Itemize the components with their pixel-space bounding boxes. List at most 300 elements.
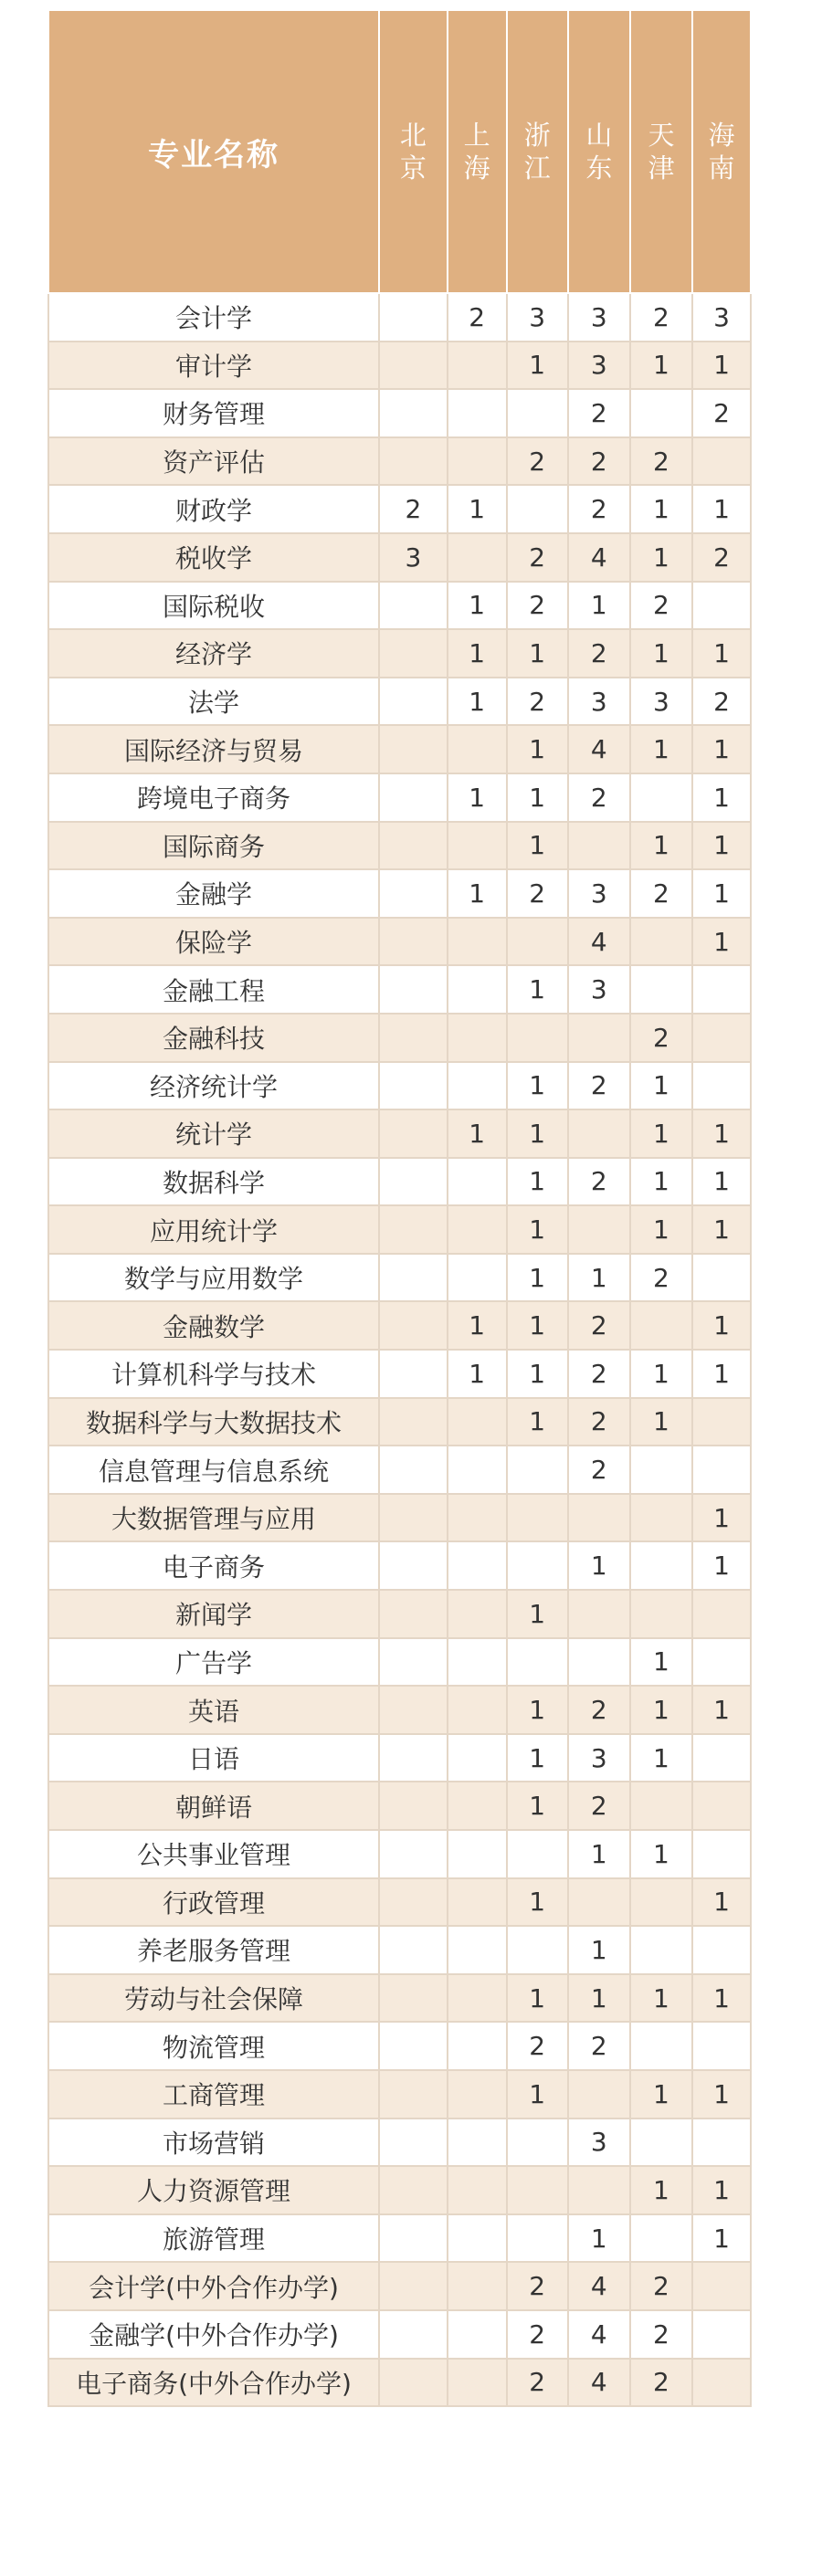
province-header bbox=[568, 10, 630, 293]
count-cell bbox=[692, 1398, 751, 1446]
table-row bbox=[48, 2214, 751, 2263]
major-name-cell: 数据科学与大数据技术 bbox=[48, 1398, 379, 1446]
count-cell: 2 bbox=[630, 582, 692, 630]
count-cell bbox=[379, 389, 448, 437]
count-cell: 1 bbox=[568, 582, 630, 630]
major-name-cell: 计算机科学与技术 bbox=[48, 1350, 379, 1398]
count-cell bbox=[568, 1878, 630, 1927]
count-cell: 2 bbox=[692, 533, 751, 582]
count-cell: 1 bbox=[507, 1974, 568, 2023]
major-name-cell: 物流管理 bbox=[48, 2022, 379, 2070]
table-row bbox=[48, 2070, 751, 2119]
count-cell: 3 bbox=[692, 293, 751, 342]
major-name-cell: 国际商务 bbox=[48, 822, 379, 870]
count-cell bbox=[379, 1638, 448, 1687]
table-row bbox=[48, 533, 751, 582]
count-cell bbox=[568, 822, 630, 870]
count-cell bbox=[379, 582, 448, 630]
major-name-cell: 数据科学 bbox=[48, 1158, 379, 1206]
table-row bbox=[48, 1638, 751, 1687]
count-cell bbox=[692, 2359, 751, 2407]
count-cell: 1 bbox=[692, 1541, 751, 1590]
count-cell bbox=[692, 1734, 751, 1782]
count-cell: 3 bbox=[568, 2119, 630, 2167]
count-cell: 2 bbox=[379, 485, 448, 533]
count-cell bbox=[692, 1782, 751, 1830]
count-cell: 2 bbox=[507, 2310, 568, 2359]
major-name-cell: 行政管理 bbox=[48, 1878, 379, 1927]
count-cell: 3 bbox=[568, 293, 630, 342]
count-cell: 1 bbox=[568, 1830, 630, 1878]
count-cell: 1 bbox=[507, 1205, 568, 1254]
count-cell: 1 bbox=[692, 1158, 751, 1206]
count-cell bbox=[448, 1974, 507, 2023]
count-cell bbox=[692, 1254, 751, 1302]
count-cell: 2 bbox=[568, 1686, 630, 1734]
count-cell: 4 bbox=[568, 725, 630, 773]
count-cell: 1 bbox=[507, 1301, 568, 1350]
count-cell: 2 bbox=[630, 437, 692, 486]
count-cell: 2 bbox=[507, 533, 568, 582]
count-cell bbox=[568, 1590, 630, 1638]
table-row bbox=[48, 1686, 751, 1734]
count-cell bbox=[507, 1541, 568, 1590]
table-row bbox=[48, 822, 751, 870]
count-cell: 1 bbox=[630, 2070, 692, 2119]
count-cell bbox=[379, 1686, 448, 1734]
count-cell bbox=[448, 2119, 507, 2167]
major-name-cell: 经济学 bbox=[48, 629, 379, 678]
major-name-cell: 税收学 bbox=[48, 533, 379, 582]
count-cell: 1 bbox=[568, 1254, 630, 1302]
table-row bbox=[48, 2119, 751, 2167]
count-cell: 1 bbox=[568, 1974, 630, 2023]
count-cell: 1 bbox=[630, 822, 692, 870]
province-header bbox=[692, 10, 751, 293]
count-cell bbox=[692, 1590, 751, 1638]
count-cell bbox=[379, 293, 448, 342]
province-header bbox=[448, 10, 507, 293]
major-name-header: 专业名称 bbox=[48, 10, 379, 293]
count-cell: 1 bbox=[692, 725, 751, 773]
table-row bbox=[48, 1205, 751, 1254]
count-cell: 1 bbox=[448, 678, 507, 726]
table-row bbox=[48, 965, 751, 1014]
count-cell: 1 bbox=[448, 582, 507, 630]
count-cell: 2 bbox=[568, 1062, 630, 1110]
count-cell bbox=[630, 1446, 692, 1494]
count-cell: 1 bbox=[507, 1062, 568, 1110]
table-row bbox=[48, 1398, 751, 1446]
count-cell: 1 bbox=[692, 1974, 751, 2023]
count-cell: 1 bbox=[630, 342, 692, 390]
count-cell bbox=[630, 773, 692, 822]
table-row bbox=[48, 1878, 751, 1927]
count-cell bbox=[379, 1541, 448, 1590]
count-cell: 1 bbox=[692, 1109, 751, 1158]
province-header bbox=[630, 10, 692, 293]
count-cell bbox=[448, 1878, 507, 1927]
major-name-cell: 统计学 bbox=[48, 1109, 379, 1158]
count-cell: 1 bbox=[692, 342, 751, 390]
count-cell: 4 bbox=[568, 2359, 630, 2407]
count-cell: 2 bbox=[568, 773, 630, 822]
count-cell bbox=[507, 2166, 568, 2214]
table-row bbox=[48, 2022, 751, 2070]
count-cell bbox=[568, 1014, 630, 1062]
table-row bbox=[48, 2166, 751, 2214]
count-cell bbox=[379, 918, 448, 966]
count-cell bbox=[568, 1638, 630, 1687]
major-name-cell: 金融学(中外合作办学) bbox=[48, 2310, 379, 2359]
count-cell: 1 bbox=[507, 1686, 568, 1734]
table-row bbox=[48, 1782, 751, 1830]
table-row bbox=[48, 1158, 751, 1206]
count-cell bbox=[507, 918, 568, 966]
table-row bbox=[48, 725, 751, 773]
count-cell: 2 bbox=[692, 678, 751, 726]
count-cell bbox=[379, 2119, 448, 2167]
count-cell bbox=[692, 1062, 751, 1110]
count-cell bbox=[379, 2214, 448, 2263]
count-cell: 1 bbox=[448, 1109, 507, 1158]
count-cell bbox=[448, 1158, 507, 1206]
table-row bbox=[48, 629, 751, 678]
count-cell bbox=[379, 1158, 448, 1206]
count-cell bbox=[630, 965, 692, 1014]
count-cell bbox=[379, 1782, 448, 1830]
major-name-cell: 跨境电子商务 bbox=[48, 773, 379, 822]
count-cell bbox=[448, 918, 507, 966]
count-cell: 1 bbox=[692, 1494, 751, 1542]
count-cell: 1 bbox=[568, 1926, 630, 1974]
count-cell bbox=[448, 2310, 507, 2359]
province-header-label: 上海 bbox=[463, 120, 490, 184]
major-name-cell: 会计学(中外合作办学) bbox=[48, 2262, 379, 2310]
count-cell: 2 bbox=[568, 1782, 630, 1830]
major-name-cell: 公共事业管理 bbox=[48, 1830, 379, 1878]
count-cell: 2 bbox=[630, 2262, 692, 2310]
count-cell: 3 bbox=[568, 678, 630, 726]
count-cell bbox=[507, 2214, 568, 2263]
count-cell bbox=[692, 2022, 751, 2070]
count-cell: 4 bbox=[568, 918, 630, 966]
count-cell: 1 bbox=[507, 1254, 568, 1302]
count-cell: 1 bbox=[630, 2166, 692, 2214]
count-cell bbox=[379, 773, 448, 822]
count-cell: 2 bbox=[568, 1158, 630, 1206]
count-cell bbox=[630, 1541, 692, 1590]
count-cell: 2 bbox=[507, 678, 568, 726]
count-cell bbox=[692, 2119, 751, 2167]
count-cell bbox=[692, 437, 751, 486]
table-row bbox=[48, 1734, 751, 1782]
count-cell bbox=[507, 389, 568, 437]
count-cell: 1 bbox=[507, 1158, 568, 1206]
count-cell: 1 bbox=[692, 485, 751, 533]
count-cell bbox=[630, 1494, 692, 1542]
count-cell: 2 bbox=[568, 1446, 630, 1494]
count-cell: 2 bbox=[630, 2359, 692, 2407]
count-cell bbox=[630, 1926, 692, 1974]
major-name-cell: 朝鲜语 bbox=[48, 1782, 379, 1830]
count-cell bbox=[379, 1014, 448, 1062]
count-cell bbox=[448, 1205, 507, 1254]
count-cell bbox=[379, 2070, 448, 2119]
count-cell bbox=[630, 1301, 692, 1350]
count-cell bbox=[448, 533, 507, 582]
table-row bbox=[48, 1062, 751, 1110]
count-cell bbox=[448, 1590, 507, 1638]
count-cell bbox=[630, 1782, 692, 1830]
count-cell: 2 bbox=[568, 629, 630, 678]
count-cell: 1 bbox=[630, 533, 692, 582]
count-cell bbox=[379, 1109, 448, 1158]
count-cell: 2 bbox=[568, 437, 630, 486]
province-header bbox=[507, 10, 568, 293]
count-cell bbox=[379, 2166, 448, 2214]
count-cell: 1 bbox=[630, 629, 692, 678]
count-cell: 1 bbox=[507, 1109, 568, 1158]
province-header-label: 山东 bbox=[585, 120, 613, 184]
count-cell bbox=[379, 2262, 448, 2310]
count-cell bbox=[692, 965, 751, 1014]
table-row bbox=[48, 1494, 751, 1542]
count-cell bbox=[379, 1446, 448, 1494]
major-name-cell: 保险学 bbox=[48, 918, 379, 966]
count-cell: 4 bbox=[568, 2262, 630, 2310]
major-name-cell: 国际经济与贸易 bbox=[48, 725, 379, 773]
major-name-cell: 应用统计学 bbox=[48, 1205, 379, 1254]
count-cell bbox=[379, 725, 448, 773]
count-cell: 1 bbox=[448, 485, 507, 533]
major-name-cell: 金融数学 bbox=[48, 1301, 379, 1350]
count-cell bbox=[630, 918, 692, 966]
count-cell bbox=[448, 1398, 507, 1446]
table-row bbox=[48, 1974, 751, 2023]
count-cell bbox=[448, 2262, 507, 2310]
count-cell: 2 bbox=[448, 293, 507, 342]
count-cell: 2 bbox=[630, 869, 692, 918]
count-cell bbox=[692, 582, 751, 630]
major-name-cell: 法学 bbox=[48, 678, 379, 726]
count-cell: 2 bbox=[507, 437, 568, 486]
count-cell bbox=[692, 1926, 751, 1974]
major-name-cell: 市场营销 bbox=[48, 2119, 379, 2167]
count-cell: 1 bbox=[692, 1686, 751, 1734]
table-row bbox=[48, 773, 751, 822]
count-cell: 2 bbox=[630, 293, 692, 342]
count-cell: 1 bbox=[507, 342, 568, 390]
major-name-cell: 国际税收 bbox=[48, 582, 379, 630]
count-cell: 1 bbox=[630, 1109, 692, 1158]
count-cell bbox=[507, 1926, 568, 1974]
province-header-label: 天津 bbox=[648, 120, 675, 184]
count-cell bbox=[448, 1734, 507, 1782]
count-cell bbox=[630, 2022, 692, 2070]
major-name-cell: 英语 bbox=[48, 1686, 379, 1734]
count-cell bbox=[630, 1590, 692, 1638]
count-cell: 1 bbox=[692, 1878, 751, 1927]
count-cell bbox=[448, 1254, 507, 1302]
count-cell bbox=[379, 1301, 448, 1350]
count-cell bbox=[630, 1878, 692, 1927]
major-name-cell: 广告学 bbox=[48, 1638, 379, 1687]
count-cell: 2 bbox=[630, 1014, 692, 1062]
count-cell bbox=[379, 1062, 448, 1110]
count-cell bbox=[379, 1830, 448, 1878]
count-cell bbox=[568, 1494, 630, 1542]
count-cell bbox=[448, 1686, 507, 1734]
count-cell bbox=[448, 1782, 507, 1830]
count-cell: 1 bbox=[630, 1205, 692, 1254]
major-name-cell: 审计学 bbox=[48, 342, 379, 390]
count-cell: 2 bbox=[630, 1254, 692, 1302]
count-cell: 2 bbox=[507, 2262, 568, 2310]
count-cell bbox=[692, 1014, 751, 1062]
table-row bbox=[48, 869, 751, 918]
count-cell bbox=[448, 2166, 507, 2214]
count-cell bbox=[448, 2214, 507, 2263]
count-cell bbox=[692, 1446, 751, 1494]
count-cell bbox=[448, 1830, 507, 1878]
count-cell: 2 bbox=[507, 2359, 568, 2407]
table-row bbox=[48, 1301, 751, 1350]
count-cell bbox=[379, 1734, 448, 1782]
major-name-cell: 电子商务 bbox=[48, 1541, 379, 1590]
count-cell: 2 bbox=[507, 869, 568, 918]
count-cell: 1 bbox=[692, 869, 751, 918]
major-name-cell: 旅游管理 bbox=[48, 2214, 379, 2263]
count-cell: 1 bbox=[448, 869, 507, 918]
major-name-cell: 财政学 bbox=[48, 485, 379, 533]
table-row bbox=[48, 1014, 751, 1062]
count-cell bbox=[448, 1638, 507, 1687]
count-cell bbox=[379, 1926, 448, 1974]
count-cell bbox=[379, 2310, 448, 2359]
count-cell bbox=[448, 2359, 507, 2407]
count-cell: 1 bbox=[507, 2070, 568, 2119]
table-row bbox=[48, 582, 751, 630]
count-cell: 1 bbox=[507, 1590, 568, 1638]
count-cell bbox=[568, 2070, 630, 2119]
table-row bbox=[48, 2262, 751, 2310]
table-row bbox=[48, 1590, 751, 1638]
count-cell bbox=[448, 822, 507, 870]
count-cell: 2 bbox=[568, 485, 630, 533]
count-cell bbox=[379, 1254, 448, 1302]
table-row bbox=[48, 485, 751, 533]
count-cell bbox=[448, 2070, 507, 2119]
count-cell: 2 bbox=[507, 582, 568, 630]
table-row bbox=[48, 678, 751, 726]
count-cell: 2 bbox=[568, 1350, 630, 1398]
table-row bbox=[48, 2310, 751, 2359]
major-name-cell: 数学与应用数学 bbox=[48, 1254, 379, 1302]
major-name-cell: 财务管理 bbox=[48, 389, 379, 437]
major-name-cell: 信息管理与信息系统 bbox=[48, 1446, 379, 1494]
header-row bbox=[48, 10, 751, 293]
major-name-cell: 劳动与社会保障 bbox=[48, 1974, 379, 2023]
table-row bbox=[48, 1926, 751, 1974]
count-cell: 1 bbox=[507, 725, 568, 773]
major-name-cell: 金融学 bbox=[48, 869, 379, 918]
count-cell bbox=[379, 2022, 448, 2070]
count-cell: 1 bbox=[692, 773, 751, 822]
count-cell: 1 bbox=[692, 918, 751, 966]
table-row bbox=[48, 342, 751, 390]
count-cell bbox=[507, 485, 568, 533]
count-cell bbox=[448, 965, 507, 1014]
count-cell: 3 bbox=[568, 342, 630, 390]
count-cell bbox=[448, 389, 507, 437]
count-cell bbox=[448, 1494, 507, 1542]
table-header bbox=[48, 10, 751, 293]
count-cell: 2 bbox=[507, 2022, 568, 2070]
count-cell bbox=[568, 1109, 630, 1158]
table-row bbox=[48, 1109, 751, 1158]
count-cell: 1 bbox=[692, 822, 751, 870]
count-cell: 2 bbox=[630, 2310, 692, 2359]
count-cell: 1 bbox=[692, 2214, 751, 2263]
count-cell bbox=[379, 2359, 448, 2407]
count-cell bbox=[379, 1398, 448, 1446]
count-cell: 4 bbox=[568, 533, 630, 582]
count-cell: 2 bbox=[568, 389, 630, 437]
count-cell bbox=[379, 1590, 448, 1638]
count-cell bbox=[379, 869, 448, 918]
table-row bbox=[48, 293, 751, 342]
count-cell bbox=[630, 389, 692, 437]
count-cell bbox=[630, 2119, 692, 2167]
count-cell bbox=[448, 725, 507, 773]
count-cell: 3 bbox=[568, 965, 630, 1014]
province-header-label: 北京 bbox=[399, 120, 427, 184]
count-cell bbox=[448, 1062, 507, 1110]
count-cell: 1 bbox=[692, 1350, 751, 1398]
count-cell: 1 bbox=[507, 1782, 568, 1830]
count-cell: 1 bbox=[630, 1686, 692, 1734]
count-cell: 1 bbox=[630, 1638, 692, 1687]
count-cell bbox=[692, 1638, 751, 1687]
count-cell: 1 bbox=[507, 1734, 568, 1782]
major-name-cell: 电子商务(中外合作办学) bbox=[48, 2359, 379, 2407]
count-cell: 3 bbox=[568, 869, 630, 918]
major-name-cell: 养老服务管理 bbox=[48, 1926, 379, 1974]
province-header bbox=[379, 10, 448, 293]
count-cell: 1 bbox=[692, 1205, 751, 1254]
count-cell: 1 bbox=[630, 485, 692, 533]
province-header-label: 海南 bbox=[708, 120, 735, 184]
count-cell bbox=[379, 437, 448, 486]
count-cell: 1 bbox=[630, 1734, 692, 1782]
count-cell: 3 bbox=[630, 678, 692, 726]
count-cell bbox=[568, 2166, 630, 2214]
count-cell: 1 bbox=[630, 1158, 692, 1206]
count-cell: 1 bbox=[507, 822, 568, 870]
count-cell bbox=[448, 1446, 507, 1494]
table-row bbox=[48, 1254, 751, 1302]
count-cell bbox=[448, 1926, 507, 1974]
major-name-cell: 日语 bbox=[48, 1734, 379, 1782]
major-name-cell: 大数据管理与应用 bbox=[48, 1494, 379, 1542]
table-row bbox=[48, 437, 751, 486]
count-cell bbox=[630, 2214, 692, 2263]
table-row bbox=[48, 2359, 751, 2407]
major-name-cell: 金融工程 bbox=[48, 965, 379, 1014]
count-cell: 1 bbox=[507, 965, 568, 1014]
count-cell: 1 bbox=[448, 773, 507, 822]
